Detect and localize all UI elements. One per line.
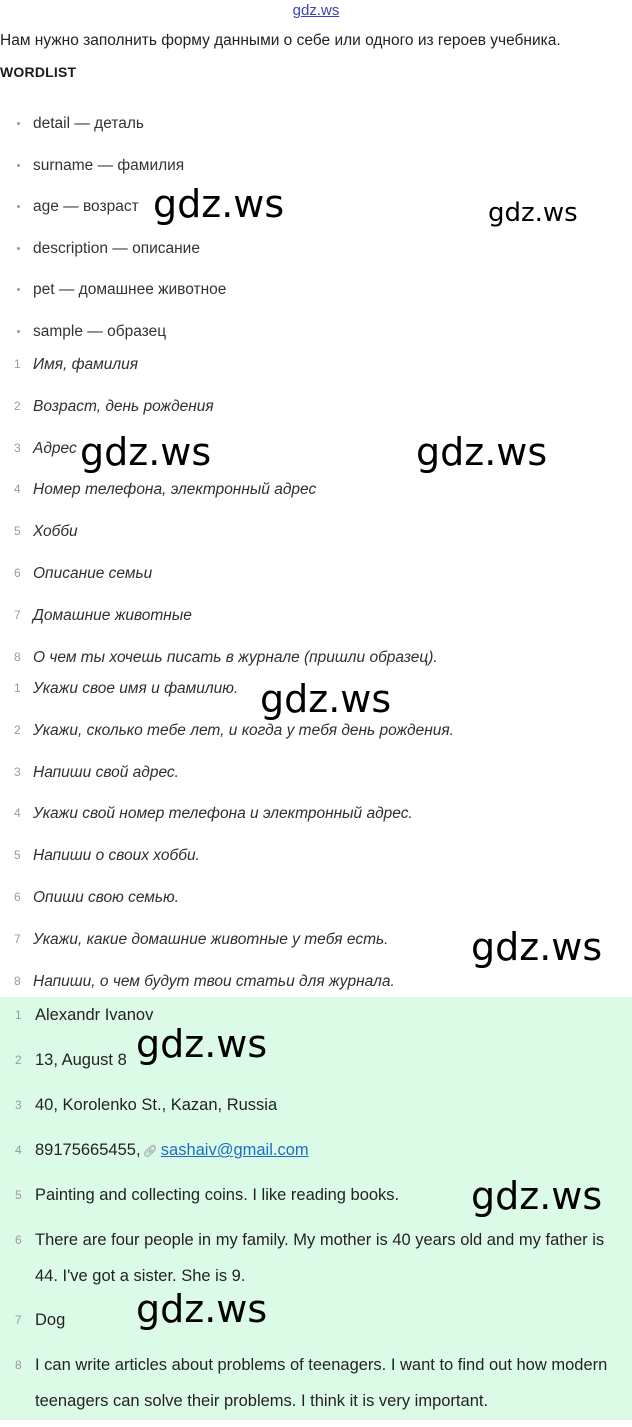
list-item: detail — деталь: [0, 103, 226, 145]
answer-item: 4 89175665455, 🔗︎ sashaiv@gmail.com: [15, 1141, 309, 1159]
bullet-icon: [17, 164, 20, 167]
answer-item: 1 Alexandr Ivanov: [15, 1006, 154, 1024]
list-item: 2 Укажи, сколько тебе лет, и когда у тебя день рождения.: [14, 721, 454, 739]
list-item: sample — образец: [0, 311, 226, 353]
answer-item: 2 13, August 8: [15, 1051, 127, 1069]
list-item: age — возраст: [0, 186, 226, 228]
list-item: pet — домашнее животное: [0, 269, 226, 311]
wordlist: [0, 103, 226, 353]
list-item: 7 Домашние животные: [14, 606, 192, 624]
answer-item: 5 Painting and collecting coins. I like reading books.: [15, 1186, 400, 1204]
watermark: gdz.ws: [136, 1287, 268, 1331]
bullet-icon: [17, 205, 20, 208]
watermark: gdz.ws: [80, 430, 212, 474]
watermark: gdz.ws: [471, 925, 603, 969]
watermark: gdz.ws: [153, 182, 285, 226]
form-fields-list: [0, 344, 438, 678]
list-item: 6 Опиши свою семью.: [14, 888, 180, 906]
answer-item: 3 40, Korolenko St., Kazan, Russia: [15, 1096, 278, 1114]
list-item: 5 Напиши о своих хобби.: [14, 847, 200, 865]
list-item: 7 Укажи, какие домашние животные у тебя есть.: [14, 930, 389, 948]
list-item: 4 Укажи свой номер телефона и электронный адрес.: [14, 805, 413, 823]
watermark: gdz.ws: [260, 677, 392, 721]
list-item: 8 Напиши, о чем будут твои статьи для журнала.: [14, 972, 395, 990]
list-item: 1 Укажи свое имя и фамилию.: [14, 680, 239, 697]
bullet-icon: [17, 122, 20, 125]
watermark: gdz.ws: [136, 1022, 268, 1066]
list-item: surname — фамилия: [0, 145, 226, 187]
list-item: 6 Описание семьи: [14, 564, 153, 582]
list-item: 2 Возраст, день рождения: [14, 397, 214, 415]
answer-item: 7 Dog: [15, 1311, 66, 1329]
watermark: gdz.ws: [488, 198, 578, 228]
list-item: 8 О чем ты хочешь писать в журнале (пришли образец).: [14, 648, 438, 666]
bullet-icon: [17, 247, 20, 250]
wordlist-heading: WORDLIST: [0, 64, 77, 80]
list-item: 3 Напиши свой адрес.: [14, 763, 179, 781]
bullet-icon: [17, 330, 20, 333]
bullet-icon: [17, 288, 20, 291]
answer-item: 6 There are four people in my family. My mother is 40 years old and my father is 44. I've got a sister. She is 9.: [15, 1231, 605, 1285]
list-item: 1 Имя, фамилия: [14, 356, 139, 373]
watermark: gdz.ws: [471, 1174, 603, 1218]
list-item: 5 Хобби: [14, 523, 78, 541]
list-item: 4 Номер телефона, электронный адрес: [14, 481, 317, 499]
list-item: 3 Адрес: [14, 439, 77, 457]
email-link[interactable]: sashaiv@gmail.com: [160, 1141, 309, 1159]
list-item: description — описание: [0, 228, 226, 270]
site-link[interactable]: gdz.ws: [292, 2, 340, 19]
watermark: gdz.ws: [416, 430, 548, 474]
intro-text: Нам нужно заполнить форму данными о себе или одного из героев учебника.: [0, 32, 561, 49]
answer-item: 8 I can write articles about problems of teenagers. I want to find out how modern teenagers can solve their problems. I think it is very important.: [15, 1356, 608, 1410]
link-icon: 🔗︎: [142, 1144, 158, 1158]
